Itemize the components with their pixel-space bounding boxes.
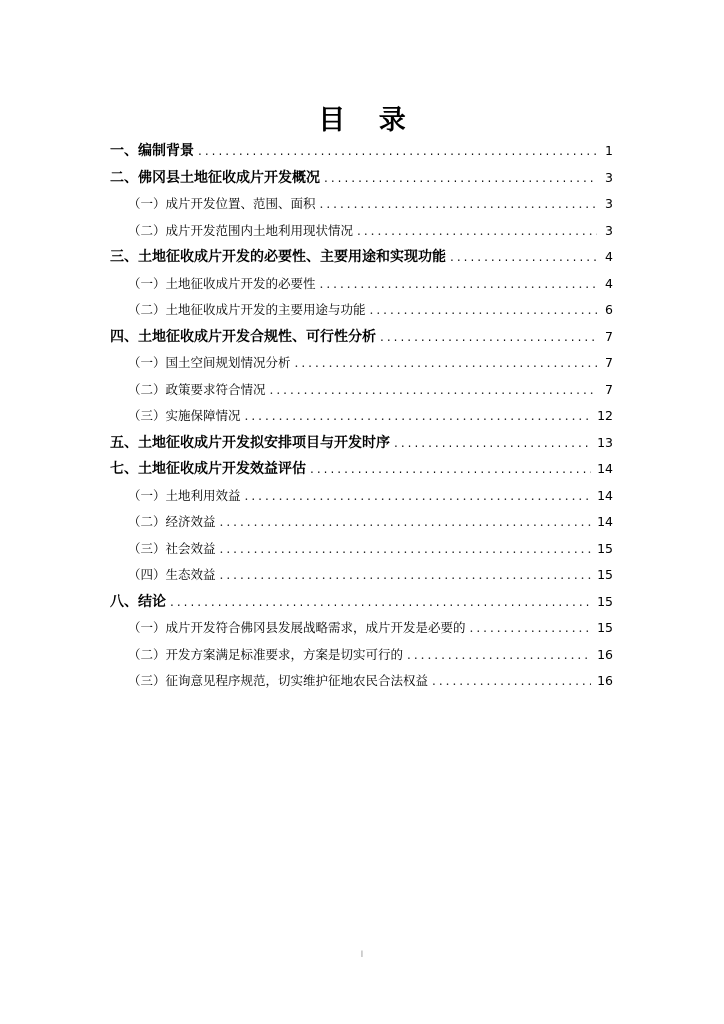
table-of-contents: [110, 140, 613, 697]
toc-dot-leader: [310, 458, 591, 480]
toc-entry-page: 7: [605, 381, 613, 397]
toc-subentry[interactable]: [110, 352, 613, 379]
toc-entry-label: 五、土地征收成片开发拟安排项目与开发时序: [110, 434, 390, 451]
toc-entry-page: 1: [605, 143, 613, 158]
toc-entry[interactable]: [110, 140, 613, 167]
toc-entry-page: 4: [605, 275, 613, 291]
toc-entry-label: 三、土地征收成片开发的必要性、主要用途和实现功能: [110, 249, 446, 265]
toc-dot-leader: [470, 617, 592, 639]
toc-subentry[interactable]: [110, 193, 613, 220]
toc-dot-leader: [432, 670, 591, 692]
toc-entry-label: 四、土地征收成片开发合规性、可行性分析: [110, 328, 376, 345]
toc-entry-page: 3: [605, 169, 613, 185]
toc-entry-page: 12: [597, 408, 613, 423]
toc-subentry[interactable]: [110, 220, 613, 247]
toc-entry[interactable]: [110, 167, 613, 194]
toc-entry-page: 15: [597, 540, 613, 556]
toc-subentry[interactable]: [110, 564, 613, 591]
toc-entry-page: 6: [605, 302, 613, 317]
toc-entry-page: 4: [605, 249, 613, 264]
toc-dot-leader: [320, 273, 597, 295]
toc-subentry[interactable]: [110, 405, 613, 432]
toc-entry-page: 15: [597, 567, 613, 582]
toc-dot-leader: [198, 140, 597, 162]
toc-subentry[interactable]: [110, 511, 613, 538]
toc-dot-leader: [170, 591, 591, 613]
toc-entry-label: （二）经济效益: [128, 514, 216, 529]
toc-entry-page: 7: [605, 328, 613, 344]
toc-dot-leader: [270, 379, 597, 401]
toc-dot-leader: [220, 538, 592, 560]
toc-entry-page: 14: [597, 487, 613, 503]
toc-entry-label: 八、结论: [110, 593, 166, 610]
toc-entry-page: 16: [597, 673, 613, 688]
toc-entry-page: 14: [597, 461, 613, 476]
toc-subentry[interactable]: [110, 485, 613, 512]
toc-entry-page: 13: [597, 434, 613, 450]
toc-subentry[interactable]: [110, 379, 613, 406]
toc-dot-leader: [245, 485, 592, 507]
toc-entry-page: 15: [597, 593, 613, 609]
toc-dot-leader: [407, 644, 591, 666]
toc-subentry[interactable]: [110, 617, 613, 644]
toc-entry-page: 16: [597, 646, 613, 662]
toc-dot-leader: [357, 220, 597, 242]
toc-entry-page: 3: [605, 196, 613, 211]
toc-dot-leader: [394, 432, 591, 454]
page-title: 目 录: [318, 105, 418, 136]
toc-entry-page: 3: [605, 222, 613, 238]
toc-entry-label: 七、土地征收成片开发效益评估: [110, 461, 306, 477]
toc-subentry[interactable]: [110, 273, 613, 300]
toc-dot-leader: [380, 326, 597, 348]
toc-subentry[interactable]: [110, 670, 613, 697]
toc-subentry[interactable]: [110, 299, 613, 326]
toc-entry-label: （一）成片开发位置、范围、面积: [128, 196, 316, 211]
toc-entry-page: 14: [597, 514, 613, 529]
toc-entry[interactable]: [110, 591, 613, 618]
toc-subentry[interactable]: [110, 644, 613, 671]
toc-entry-page: 15: [597, 620, 613, 635]
toc-entry-label: （一）国土空间规划情况分析: [128, 355, 291, 370]
toc-entry-label: （一）土地利用效益: [128, 487, 241, 503]
toc-entry-label: （二）开发方案满足标准要求，方案是切实可行的: [128, 646, 404, 662]
toc-entry-label: （一）成片开发符合佛冈县发展战略需求，成片开发是必要的: [128, 620, 466, 635]
toc-dot-leader: [320, 193, 597, 215]
toc-dot-leader: [370, 299, 597, 321]
toc-dot-leader: [324, 167, 597, 189]
toc-dot-leader: [295, 352, 597, 374]
toc-entry[interactable]: [110, 458, 613, 485]
toc-entry-label: （四）生态效益: [128, 567, 216, 582]
toc-entry[interactable]: [110, 246, 613, 273]
toc-entry-page: 7: [605, 355, 613, 370]
toc-entry[interactable]: [110, 432, 613, 459]
toc-subentry[interactable]: [110, 538, 613, 565]
toc-dot-leader: [220, 511, 592, 533]
toc-entry-label: 一、编制背景: [110, 143, 194, 159]
toc-entry-label: （二）成片开发范围内土地利用现状情况: [128, 222, 354, 238]
toc-entry-label: （一）土地征收成片开发的必要性: [128, 275, 316, 291]
toc-entry-label: （三）征询意见程序规范，切实维护征地农民合法权益: [128, 673, 429, 688]
toc-entry-label: （二）土地征收成片开发的主要用途与功能: [128, 302, 366, 317]
toc-dot-leader: [450, 246, 597, 268]
toc-entry-label: 二、佛冈县土地征收成片开发概况: [110, 169, 320, 186]
toc-dot-leader: [245, 405, 592, 427]
toc-entry-label: （三）实施保障情况: [128, 408, 241, 423]
toc-entry[interactable]: [110, 326, 613, 353]
toc-dot-leader: [220, 564, 592, 586]
toc-entry-label: （三）社会效益: [128, 540, 216, 556]
footer-page-number: I: [360, 950, 364, 960]
toc-entry-label: （二）政策要求符合情况: [128, 381, 266, 397]
